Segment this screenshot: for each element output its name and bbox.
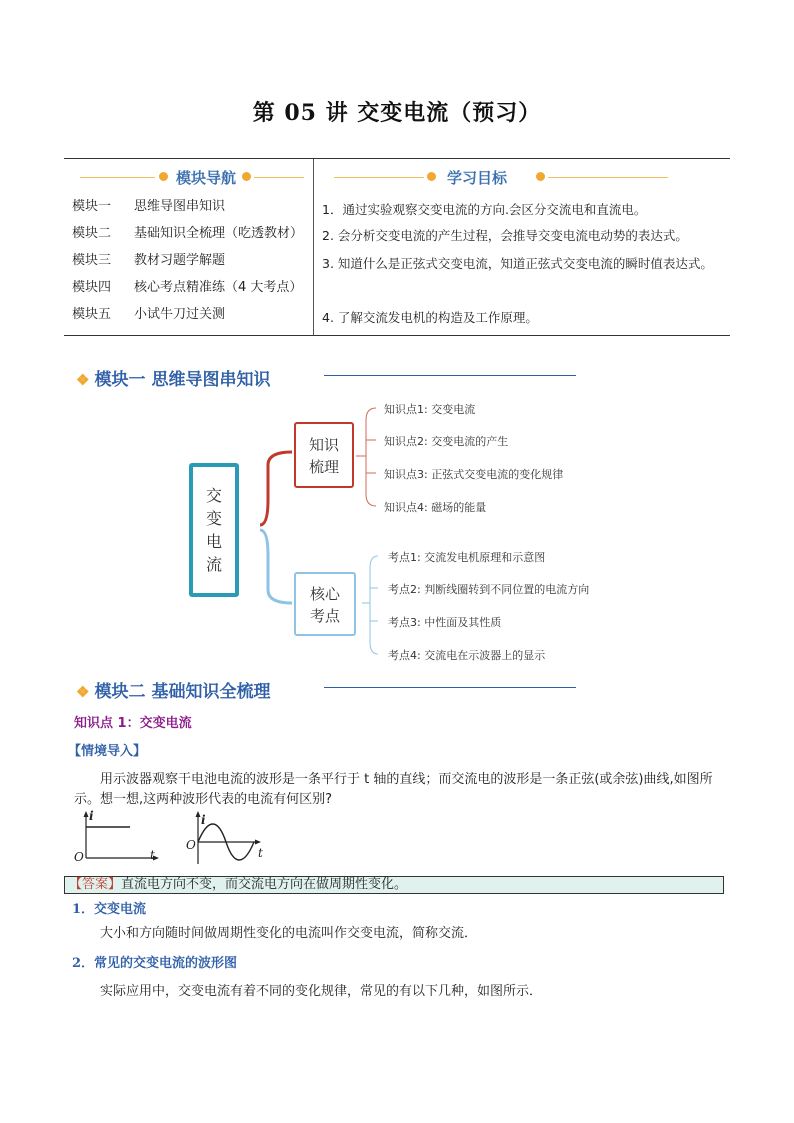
- module-item: 模块四 核心考点精准练（4 大考点）: [72, 280, 303, 295]
- module-item: 模块一 思维导图串知识: [72, 199, 226, 214]
- goal-header: 学习目标: [314, 167, 730, 187]
- section-rule: [324, 375, 576, 376]
- answer-box: 【答案】直流电方向不变，而交流电方向在做周期性变化。: [64, 876, 724, 894]
- goal-item: 1．通过实验观察交变电流的方向.会区分交流电和直流电。: [322, 202, 647, 217]
- mindmap-leaf: 考点4: 交流电在示波器上的显示: [388, 649, 546, 662]
- mindmap-leaf: 知识点4: 磁场的能量: [384, 501, 487, 514]
- axis-label-i: i: [201, 813, 206, 827]
- axis-label-t: t: [150, 848, 155, 862]
- header-line: [254, 177, 304, 178]
- mindmap-leaf: 考点2: 判断线圈转到不同位置的电流方向: [388, 583, 590, 596]
- origin-label: O: [186, 838, 196, 852]
- dot-icon: [536, 172, 545, 181]
- axis-label-i: i: [89, 809, 94, 823]
- goal-item: 3. 知道什么是正弦式交变电流，知道正弦式交变电流的瞬时值表达式。: [322, 256, 713, 271]
- diamond-icon: ❖: [76, 371, 90, 389]
- subheading: 2．常见的交变电流的波形图: [72, 956, 238, 971]
- origin-label: O: [74, 850, 84, 864]
- module-item: 模块三 教材习题学解题: [72, 253, 226, 268]
- header-line: [548, 177, 668, 178]
- axis-label-t: t: [258, 846, 263, 860]
- goal-item: 4. 了解交流发电机的构造及工作原理。: [322, 310, 538, 325]
- section-heading: ❖ 模块一 思维导图串知识: [76, 370, 271, 390]
- paragraph: 大小和方向随时间做周期性变化的电流叫作交变电流，简称交流．: [100, 926, 478, 941]
- mindmap-branch-exam: 核心 考点: [294, 572, 356, 636]
- dot-icon: [242, 172, 251, 181]
- mindmap-leaf: 知识点2: 交变电流的产生: [384, 435, 509, 448]
- mindmap-leaf: 知识点3: 正弦式交变电流的变化规律: [384, 468, 564, 481]
- mindmap-root: 交 变 电 流: [189, 463, 239, 597]
- header-line: [334, 177, 424, 178]
- dot-icon: [427, 172, 436, 181]
- dot-icon: [159, 172, 168, 181]
- intro-tag: 【情境导入】: [68, 744, 147, 759]
- section-heading: ❖ 模块二 基础知识全梳理: [76, 682, 271, 702]
- toc-table: [64, 158, 730, 336]
- knowledge-point-title: 知识点 1：交变电流: [74, 716, 192, 731]
- header-line: [80, 177, 155, 178]
- module-item: 模块五 小试牛刀过关测: [72, 307, 226, 322]
- mindmap-leaf: 知识点1: 交变电流: [384, 403, 476, 416]
- waveform-figures: [68, 808, 278, 870]
- diamond-icon: ❖: [76, 683, 90, 701]
- section-rule: [324, 687, 576, 688]
- intro-text: 用示波器观察干电池电流的波形是一条平行于 t 轴的直线；而交流电的波形是一条正弦(或余弦)曲线,如图所示。想一想,这两种波形代表的电流有何区别?: [74, 772, 713, 807]
- mindmap-leaf: 考点1: 交流发电机原理和示意图: [388, 551, 546, 564]
- nav-header: 模块导航: [64, 167, 313, 187]
- page-title: 第 05 讲 交变电流（预习）: [252, 100, 542, 126]
- subheading: 1．交变电流: [72, 902, 147, 917]
- mindmap-leaf: 考点3: 中性面及其性质: [388, 616, 502, 629]
- paragraph: 实际应用中，交变电流有着不同的变化规律，常见的有以下几种，如图所示．: [100, 984, 543, 999]
- mindmap-branch-knowledge: 知识 梳理: [294, 422, 354, 488]
- module-item: 模块二 基础知识全梳理（吃透教材）: [72, 226, 304, 241]
- goal-item: 2. 会分析交变电流的产生过程，会推导交变电流电动势的表达式。: [322, 228, 688, 243]
